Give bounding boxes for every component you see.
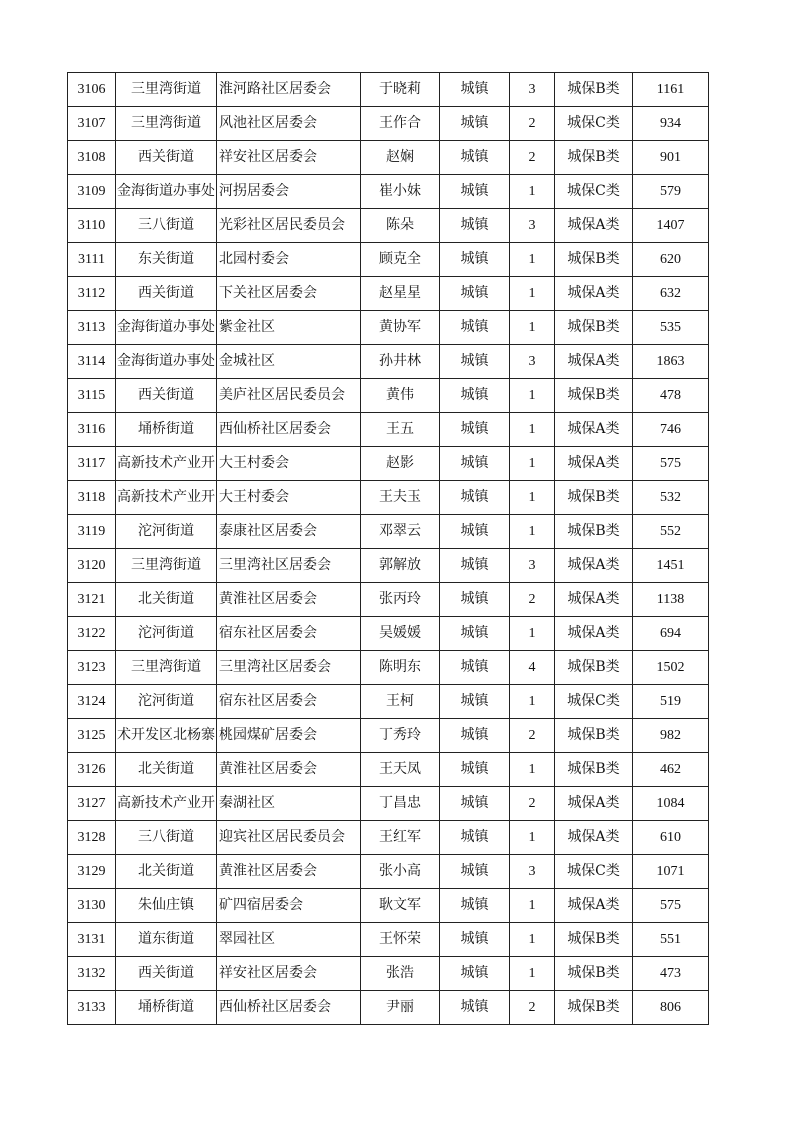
- community-cell: 西仙桥社区居委会: [217, 991, 361, 1025]
- amount-cell: 632: [633, 277, 709, 311]
- name-cell: 王柯: [361, 685, 440, 719]
- amount-cell: 575: [633, 889, 709, 923]
- category-cell: 城保C类: [555, 685, 633, 719]
- row-number-cell: 3130: [68, 889, 116, 923]
- amount-cell: 934: [633, 107, 709, 141]
- area-type-cell: 城镇: [440, 209, 510, 243]
- category-cell: 城保C类: [555, 855, 633, 889]
- table-row: [68, 413, 709, 447]
- street-cell: 高新技术产业开: [116, 481, 217, 515]
- household-size-cell: 1: [510, 175, 555, 209]
- amount-cell: 535: [633, 311, 709, 345]
- row-number-cell: 3111: [68, 243, 116, 277]
- area-type-cell: 城镇: [440, 413, 510, 447]
- community-cell: 祥安社区居委会: [217, 141, 361, 175]
- street-cell: 沱河街道: [116, 685, 217, 719]
- category-cell: 城保A类: [555, 889, 633, 923]
- community-cell: 泰康社区居委会: [217, 515, 361, 549]
- row-number-cell: 3116: [68, 413, 116, 447]
- category-cell: 城保A类: [555, 549, 633, 583]
- area-type-cell: 城镇: [440, 651, 510, 685]
- category-cell: 城保B类: [555, 379, 633, 413]
- household-size-cell: 2: [510, 141, 555, 175]
- name-cell: 孙井林: [361, 345, 440, 379]
- street-cell: 埇桥街道: [116, 991, 217, 1025]
- amount-cell: 1071: [633, 855, 709, 889]
- street-cell: 术开发区北杨寨: [116, 719, 217, 753]
- name-cell: 顾克全: [361, 243, 440, 277]
- community-cell: 大王村委会: [217, 481, 361, 515]
- household-size-cell: 3: [510, 209, 555, 243]
- table-body: [68, 73, 709, 1025]
- category-cell: 城保A类: [555, 447, 633, 481]
- category-cell: 城保B类: [555, 753, 633, 787]
- name-cell: 耿文军: [361, 889, 440, 923]
- row-number-cell: 3119: [68, 515, 116, 549]
- row-number-cell: 3115: [68, 379, 116, 413]
- category-cell: 城保B类: [555, 243, 633, 277]
- category-cell: 城保B类: [555, 719, 633, 753]
- row-number-cell: 3121: [68, 583, 116, 617]
- category-cell: 城保B类: [555, 141, 633, 175]
- table-row: [68, 209, 709, 243]
- row-number-cell: 3133: [68, 991, 116, 1025]
- amount-cell: 982: [633, 719, 709, 753]
- street-cell: 西关街道: [116, 379, 217, 413]
- community-cell: 下关社区居委会: [217, 277, 361, 311]
- name-cell: 黄伟: [361, 379, 440, 413]
- row-number-cell: 3124: [68, 685, 116, 719]
- area-type-cell: 城镇: [440, 719, 510, 753]
- row-number-cell: 3114: [68, 345, 116, 379]
- area-type-cell: 城镇: [440, 923, 510, 957]
- community-cell: 矿四宿居委会: [217, 889, 361, 923]
- category-cell: 城保B类: [555, 481, 633, 515]
- category-cell: 城保A类: [555, 821, 633, 855]
- street-cell: 西关街道: [116, 277, 217, 311]
- table-row: [68, 855, 709, 889]
- name-cell: 王五: [361, 413, 440, 447]
- category-cell: 城保A类: [555, 583, 633, 617]
- household-size-cell: 2: [510, 719, 555, 753]
- household-size-cell: 1: [510, 311, 555, 345]
- name-cell: 郭解放: [361, 549, 440, 583]
- community-cell: 淮河路社区居委会: [217, 73, 361, 107]
- row-number-cell: 3120: [68, 549, 116, 583]
- name-cell: 丁秀玲: [361, 719, 440, 753]
- household-size-cell: 3: [510, 73, 555, 107]
- area-type-cell: 城镇: [440, 855, 510, 889]
- community-cell: 黄淮社区居委会: [217, 855, 361, 889]
- amount-cell: 1502: [633, 651, 709, 685]
- area-type-cell: 城镇: [440, 277, 510, 311]
- household-size-cell: 3: [510, 345, 555, 379]
- name-cell: 赵星星: [361, 277, 440, 311]
- category-cell: 城保B类: [555, 957, 633, 991]
- household-size-cell: 2: [510, 787, 555, 821]
- category-cell: 城保C类: [555, 175, 633, 209]
- community-cell: 翠园社区: [217, 923, 361, 957]
- name-cell: 于晓莉: [361, 73, 440, 107]
- amount-cell: 473: [633, 957, 709, 991]
- category-cell: 城保A类: [555, 345, 633, 379]
- area-type-cell: 城镇: [440, 243, 510, 277]
- household-size-cell: 1: [510, 685, 555, 719]
- household-size-cell: 1: [510, 379, 555, 413]
- community-cell: 光彩社区居民委员会: [217, 209, 361, 243]
- table-row: [68, 73, 709, 107]
- table-row: [68, 277, 709, 311]
- household-size-cell: 1: [510, 413, 555, 447]
- row-number-cell: 3110: [68, 209, 116, 243]
- row-number-cell: 3109: [68, 175, 116, 209]
- street-cell: 三里湾街道: [116, 73, 217, 107]
- community-cell: 祥安社区居委会: [217, 957, 361, 991]
- table-row: [68, 685, 709, 719]
- table-row: [68, 107, 709, 141]
- area-type-cell: 城镇: [440, 345, 510, 379]
- name-cell: 邓翠云: [361, 515, 440, 549]
- street-cell: 道东街道: [116, 923, 217, 957]
- area-type-cell: 城镇: [440, 141, 510, 175]
- community-cell: 迎宾社区居民委员会: [217, 821, 361, 855]
- table-row: [68, 889, 709, 923]
- street-cell: 三八街道: [116, 821, 217, 855]
- street-cell: 三里湾街道: [116, 549, 217, 583]
- row-number-cell: 3113: [68, 311, 116, 345]
- community-cell: 紫金社区: [217, 311, 361, 345]
- name-cell: 王作合: [361, 107, 440, 141]
- household-size-cell: 3: [510, 549, 555, 583]
- household-size-cell: 1: [510, 481, 555, 515]
- name-cell: 陈明东: [361, 651, 440, 685]
- community-cell: 三里湾社区居委会: [217, 651, 361, 685]
- area-type-cell: 城镇: [440, 617, 510, 651]
- amount-cell: 694: [633, 617, 709, 651]
- category-cell: 城保A类: [555, 277, 633, 311]
- household-size-cell: 1: [510, 753, 555, 787]
- street-cell: 金海街道办事处: [116, 175, 217, 209]
- amount-cell: 1407: [633, 209, 709, 243]
- street-cell: 北关街道: [116, 583, 217, 617]
- row-number-cell: 3123: [68, 651, 116, 685]
- table-row: [68, 141, 709, 175]
- street-cell: 三里湾街道: [116, 651, 217, 685]
- row-number-cell: 3129: [68, 855, 116, 889]
- household-size-cell: 2: [510, 991, 555, 1025]
- area-type-cell: 城镇: [440, 107, 510, 141]
- community-cell: 河拐居委会: [217, 175, 361, 209]
- name-cell: 王怀荣: [361, 923, 440, 957]
- table-row: [68, 719, 709, 753]
- area-type-cell: 城镇: [440, 685, 510, 719]
- table-row: [68, 481, 709, 515]
- household-size-cell: 1: [510, 277, 555, 311]
- category-cell: 城保A类: [555, 209, 633, 243]
- category-cell: 城保B类: [555, 311, 633, 345]
- household-size-cell: 2: [510, 583, 555, 617]
- household-size-cell: 1: [510, 889, 555, 923]
- row-number-cell: 3125: [68, 719, 116, 753]
- amount-cell: 579: [633, 175, 709, 209]
- area-type-cell: 城镇: [440, 481, 510, 515]
- row-number-cell: 3128: [68, 821, 116, 855]
- table-row: [68, 311, 709, 345]
- area-type-cell: 城镇: [440, 889, 510, 923]
- household-size-cell: 1: [510, 923, 555, 957]
- area-type-cell: 城镇: [440, 991, 510, 1025]
- area-type-cell: 城镇: [440, 515, 510, 549]
- table-row: [68, 923, 709, 957]
- street-cell: 三八街道: [116, 209, 217, 243]
- street-cell: 金海街道办事处: [116, 345, 217, 379]
- area-type-cell: 城镇: [440, 821, 510, 855]
- amount-cell: 1863: [633, 345, 709, 379]
- community-cell: 风池社区居委会: [217, 107, 361, 141]
- table-row: [68, 243, 709, 277]
- community-cell: 三里湾社区居委会: [217, 549, 361, 583]
- community-cell: 西仙桥社区居委会: [217, 413, 361, 447]
- category-cell: 城保A类: [555, 413, 633, 447]
- amount-cell: 610: [633, 821, 709, 855]
- area-type-cell: 城镇: [440, 549, 510, 583]
- amount-cell: 478: [633, 379, 709, 413]
- household-size-cell: 1: [510, 515, 555, 549]
- name-cell: 黄协军: [361, 311, 440, 345]
- name-cell: 王夫玉: [361, 481, 440, 515]
- amount-cell: 551: [633, 923, 709, 957]
- category-cell: 城保A类: [555, 787, 633, 821]
- amount-cell: 901: [633, 141, 709, 175]
- row-number-cell: 3132: [68, 957, 116, 991]
- household-size-cell: 1: [510, 617, 555, 651]
- table-row: [68, 583, 709, 617]
- household-size-cell: 1: [510, 447, 555, 481]
- street-cell: 高新技术产业开: [116, 447, 217, 481]
- row-number-cell: 3107: [68, 107, 116, 141]
- amount-cell: 552: [633, 515, 709, 549]
- community-cell: 黄淮社区居委会: [217, 753, 361, 787]
- row-number-cell: 3106: [68, 73, 116, 107]
- street-cell: 西关街道: [116, 141, 217, 175]
- category-cell: 城保B类: [555, 923, 633, 957]
- amount-cell: 575: [633, 447, 709, 481]
- row-number-cell: 3112: [68, 277, 116, 311]
- name-cell: 张小高: [361, 855, 440, 889]
- community-cell: 黄淮社区居委会: [217, 583, 361, 617]
- category-cell: 城保B类: [555, 991, 633, 1025]
- name-cell: 王天凤: [361, 753, 440, 787]
- name-cell: 崔小妹: [361, 175, 440, 209]
- category-cell: 城保C类: [555, 107, 633, 141]
- category-cell: 城保B类: [555, 515, 633, 549]
- row-number-cell: 3117: [68, 447, 116, 481]
- table-row: [68, 651, 709, 685]
- name-cell: 王红军: [361, 821, 440, 855]
- street-cell: 北关街道: [116, 753, 217, 787]
- household-size-cell: 2: [510, 107, 555, 141]
- table-row: [68, 753, 709, 787]
- name-cell: 赵娴: [361, 141, 440, 175]
- row-number-cell: 3118: [68, 481, 116, 515]
- household-size-cell: 1: [510, 243, 555, 277]
- area-type-cell: 城镇: [440, 753, 510, 787]
- street-cell: 埇桥街道: [116, 413, 217, 447]
- row-number-cell: 3127: [68, 787, 116, 821]
- row-number-cell: 3126: [68, 753, 116, 787]
- amount-cell: 1084: [633, 787, 709, 821]
- table-row: [68, 821, 709, 855]
- name-cell: 赵影: [361, 447, 440, 481]
- street-cell: 西关街道: [116, 957, 217, 991]
- area-type-cell: 城镇: [440, 447, 510, 481]
- table-row: [68, 175, 709, 209]
- table-row: [68, 991, 709, 1025]
- community-cell: 北园村委会: [217, 243, 361, 277]
- community-cell: 桃园煤矿居委会: [217, 719, 361, 753]
- amount-cell: 1451: [633, 549, 709, 583]
- amount-cell: 620: [633, 243, 709, 277]
- table-row: [68, 787, 709, 821]
- amount-cell: 462: [633, 753, 709, 787]
- amount-cell: 1161: [633, 73, 709, 107]
- table-row: [68, 379, 709, 413]
- community-cell: 大王村委会: [217, 447, 361, 481]
- street-cell: 东关街道: [116, 243, 217, 277]
- category-cell: 城保B类: [555, 73, 633, 107]
- table-row: [68, 447, 709, 481]
- record-table: [67, 72, 709, 1025]
- name-cell: 陈朵: [361, 209, 440, 243]
- row-number-cell: 3131: [68, 923, 116, 957]
- community-cell: 宿东社区居委会: [217, 685, 361, 719]
- row-number-cell: 3122: [68, 617, 116, 651]
- name-cell: 张浩: [361, 957, 440, 991]
- street-cell: 朱仙庄镇: [116, 889, 217, 923]
- household-size-cell: 1: [510, 821, 555, 855]
- name-cell: 张丙玲: [361, 583, 440, 617]
- table-row: [68, 345, 709, 379]
- street-cell: 沱河街道: [116, 617, 217, 651]
- amount-cell: 1138: [633, 583, 709, 617]
- community-cell: 秦湖社区: [217, 787, 361, 821]
- amount-cell: 806: [633, 991, 709, 1025]
- area-type-cell: 城镇: [440, 379, 510, 413]
- community-cell: 金城社区: [217, 345, 361, 379]
- street-cell: 金海街道办事处: [116, 311, 217, 345]
- category-cell: 城保B类: [555, 651, 633, 685]
- table-row: [68, 515, 709, 549]
- street-cell: 北关街道: [116, 855, 217, 889]
- row-number-cell: 3108: [68, 141, 116, 175]
- name-cell: 吴媛媛: [361, 617, 440, 651]
- area-type-cell: 城镇: [440, 787, 510, 821]
- street-cell: 沱河街道: [116, 515, 217, 549]
- area-type-cell: 城镇: [440, 73, 510, 107]
- area-type-cell: 城镇: [440, 957, 510, 991]
- name-cell: 尹丽: [361, 991, 440, 1025]
- area-type-cell: 城镇: [440, 583, 510, 617]
- street-cell: 高新技术产业开: [116, 787, 217, 821]
- amount-cell: 519: [633, 685, 709, 719]
- category-cell: 城保A类: [555, 617, 633, 651]
- household-size-cell: 4: [510, 651, 555, 685]
- area-type-cell: 城镇: [440, 175, 510, 209]
- household-size-cell: 3: [510, 855, 555, 889]
- street-cell: 三里湾街道: [116, 107, 217, 141]
- table-row: [68, 957, 709, 991]
- area-type-cell: 城镇: [440, 311, 510, 345]
- amount-cell: 532: [633, 481, 709, 515]
- amount-cell: 746: [633, 413, 709, 447]
- table-row: [68, 617, 709, 651]
- community-cell: 美庐社区居民委员会: [217, 379, 361, 413]
- household-size-cell: 1: [510, 957, 555, 991]
- name-cell: 丁昌忠: [361, 787, 440, 821]
- community-cell: 宿东社区居委会: [217, 617, 361, 651]
- table-row: [68, 549, 709, 583]
